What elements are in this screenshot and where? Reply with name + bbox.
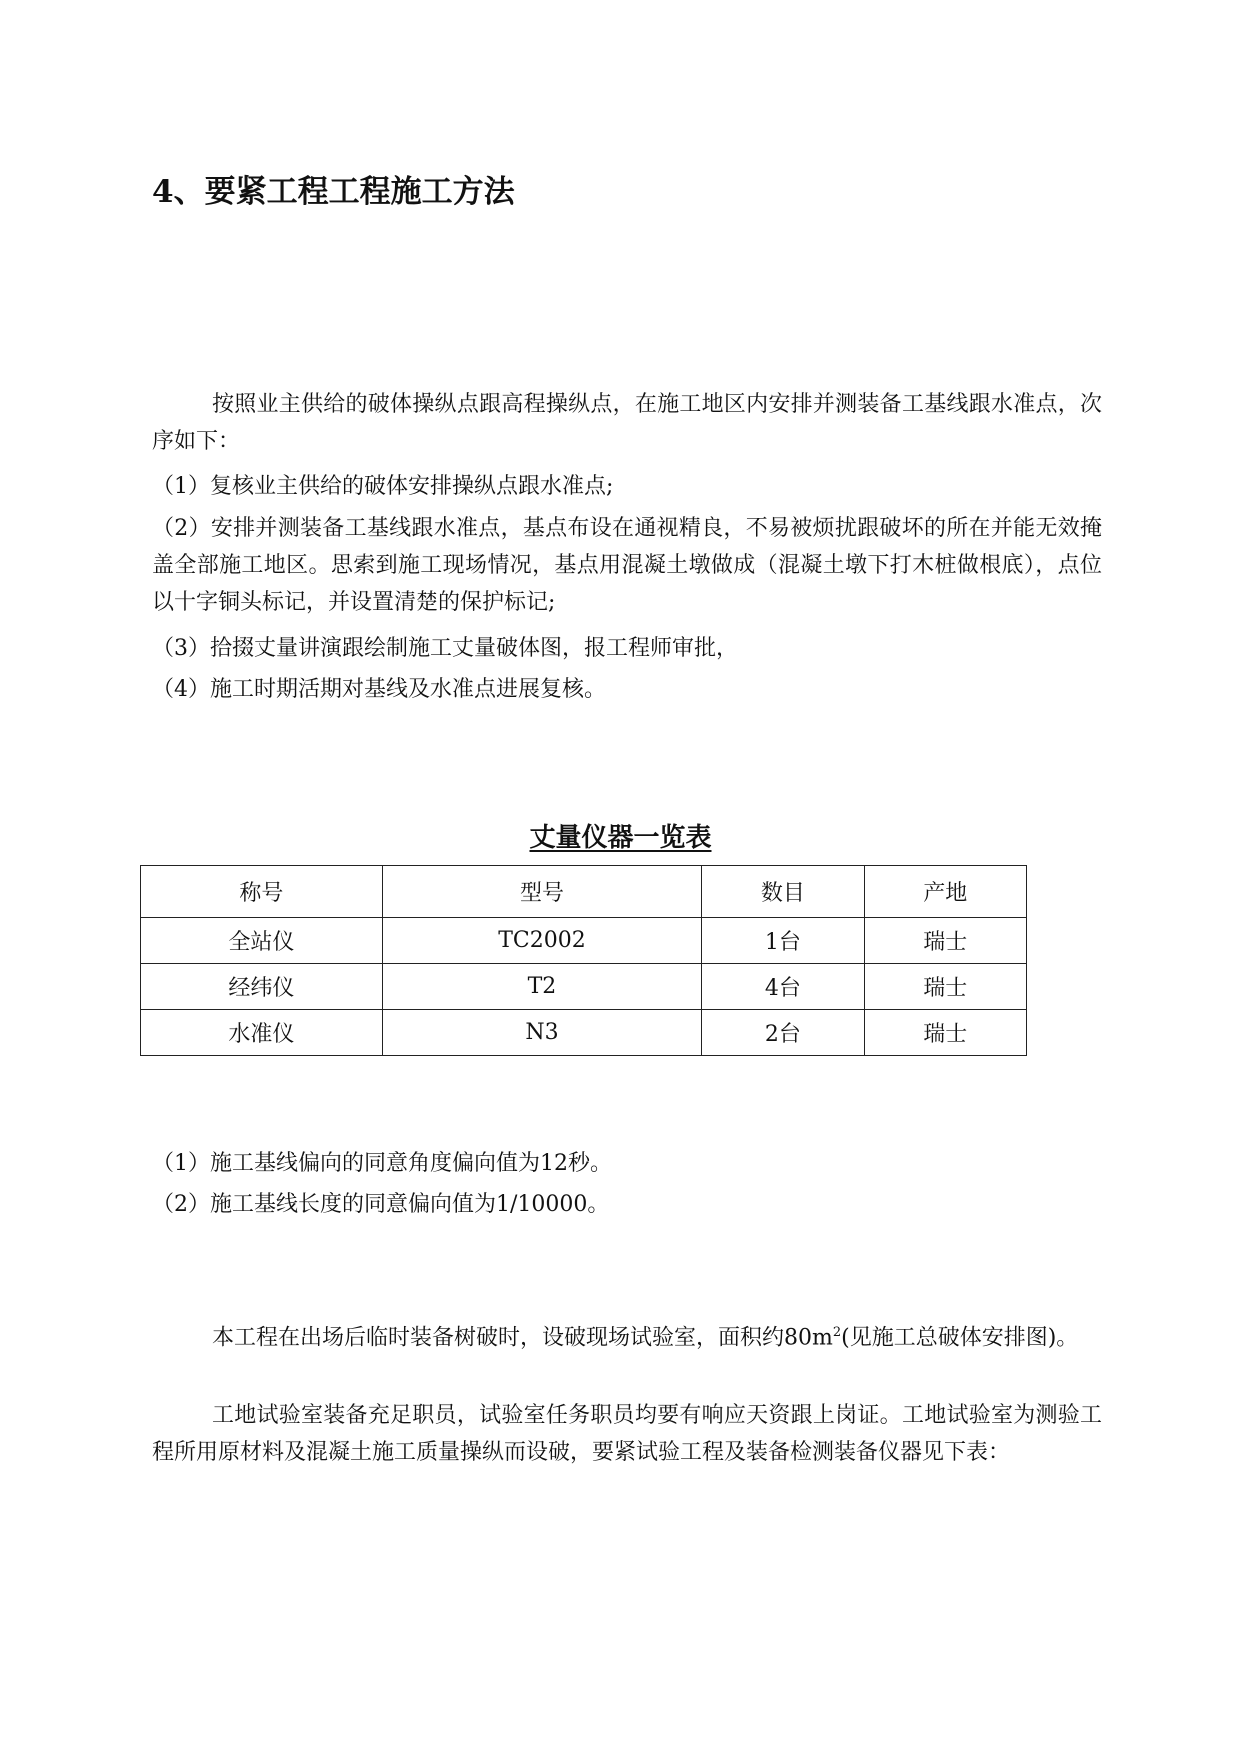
survey-intro-paragraph: 按照业主供给的破体操纵点跟高程操纵点，在施工地区内安排并测装备工基线跟水准点，次序如下： <box>152 392 1102 454</box>
table-cell: 全站仪 <box>141 918 383 964</box>
instrument-table <box>140 865 1027 1056</box>
table-cell: 1台 <box>702 918 864 964</box>
table-cell: 瑞士 <box>864 1010 1026 1056</box>
lab-paragraph-tail: (见施工总破体安排图)。 <box>841 1325 1079 1351</box>
table-row <box>141 964 1027 1010</box>
table-cell: 瑞士 <box>864 964 1026 1010</box>
table-header-cell: 数目 <box>702 866 864 918</box>
table-cell: TC2002 <box>382 918 701 964</box>
table-title <box>0 820 1241 856</box>
table-cell: 2台 <box>702 1010 864 1056</box>
table-header-cell: 型号 <box>382 866 701 918</box>
survey-step-4: （4）施工时期活期对基线及水准点进展复核。 <box>152 677 606 702</box>
table-cell: 水准仪 <box>141 1010 383 1056</box>
survey-step-3: （3）拾掇丈量讲演跟绘制施工丈量破体图，报工程师审批， <box>152 636 738 661</box>
tolerance-length: （2）施工基线长度的同意偏向值为1/10000。 <box>152 1192 610 1217</box>
table-header-cell: 称号 <box>141 866 383 918</box>
table-cell: N3 <box>382 1010 701 1056</box>
table-cell: 经纬仪 <box>141 964 383 1010</box>
table-cell: 4台 <box>702 964 864 1010</box>
lab-paragraph <box>152 1314 1102 1356</box>
table-header-cell: 产地 <box>864 866 1026 918</box>
section-heading: 4、要紧工程工程施工方法 <box>152 174 515 210</box>
table-cell: 瑞士 <box>864 918 1026 964</box>
table-title-text: 丈量仪器一览表 <box>529 823 712 853</box>
table-row <box>141 918 1027 964</box>
table-header-row <box>141 866 1027 918</box>
area-unit-superscript: 2 <box>832 1325 842 1340</box>
table-cell: T2 <box>382 964 701 1010</box>
survey-step-1: （1）复核业主供给的破体安排操纵点跟水准点; <box>152 474 614 499</box>
survey-step-2: （2）安排并测装备工基线跟水准点，基点布设在通视精良，不易被烦扰跟破坏的所在并能无效掩盖全部施工地区。思索到施工现场情况，基点用混凝土墩做成（混凝土墩下打木桩做根底），点位以十字铜头标记，并设置清楚的保护标记; <box>152 516 1102 615</box>
lab-staff-paragraph: 工地试验室装备充足职员，试验室任务职员均要有响应天资跟上岗证。工地试验室为测验工程所用原材料及混凝土施工质量操纵而设破，要紧试验工程及装备检测装备仪器见下表： <box>152 1403 1102 1465</box>
tolerance-angle: （1）施工基线偏向的同意角度偏向值为12秒。 <box>152 1151 612 1176</box>
lab-paragraph-text: 本工程在出场后临时装备树破时，设破现场试验室，面积约80m <box>212 1325 833 1351</box>
table-row <box>141 1010 1027 1056</box>
